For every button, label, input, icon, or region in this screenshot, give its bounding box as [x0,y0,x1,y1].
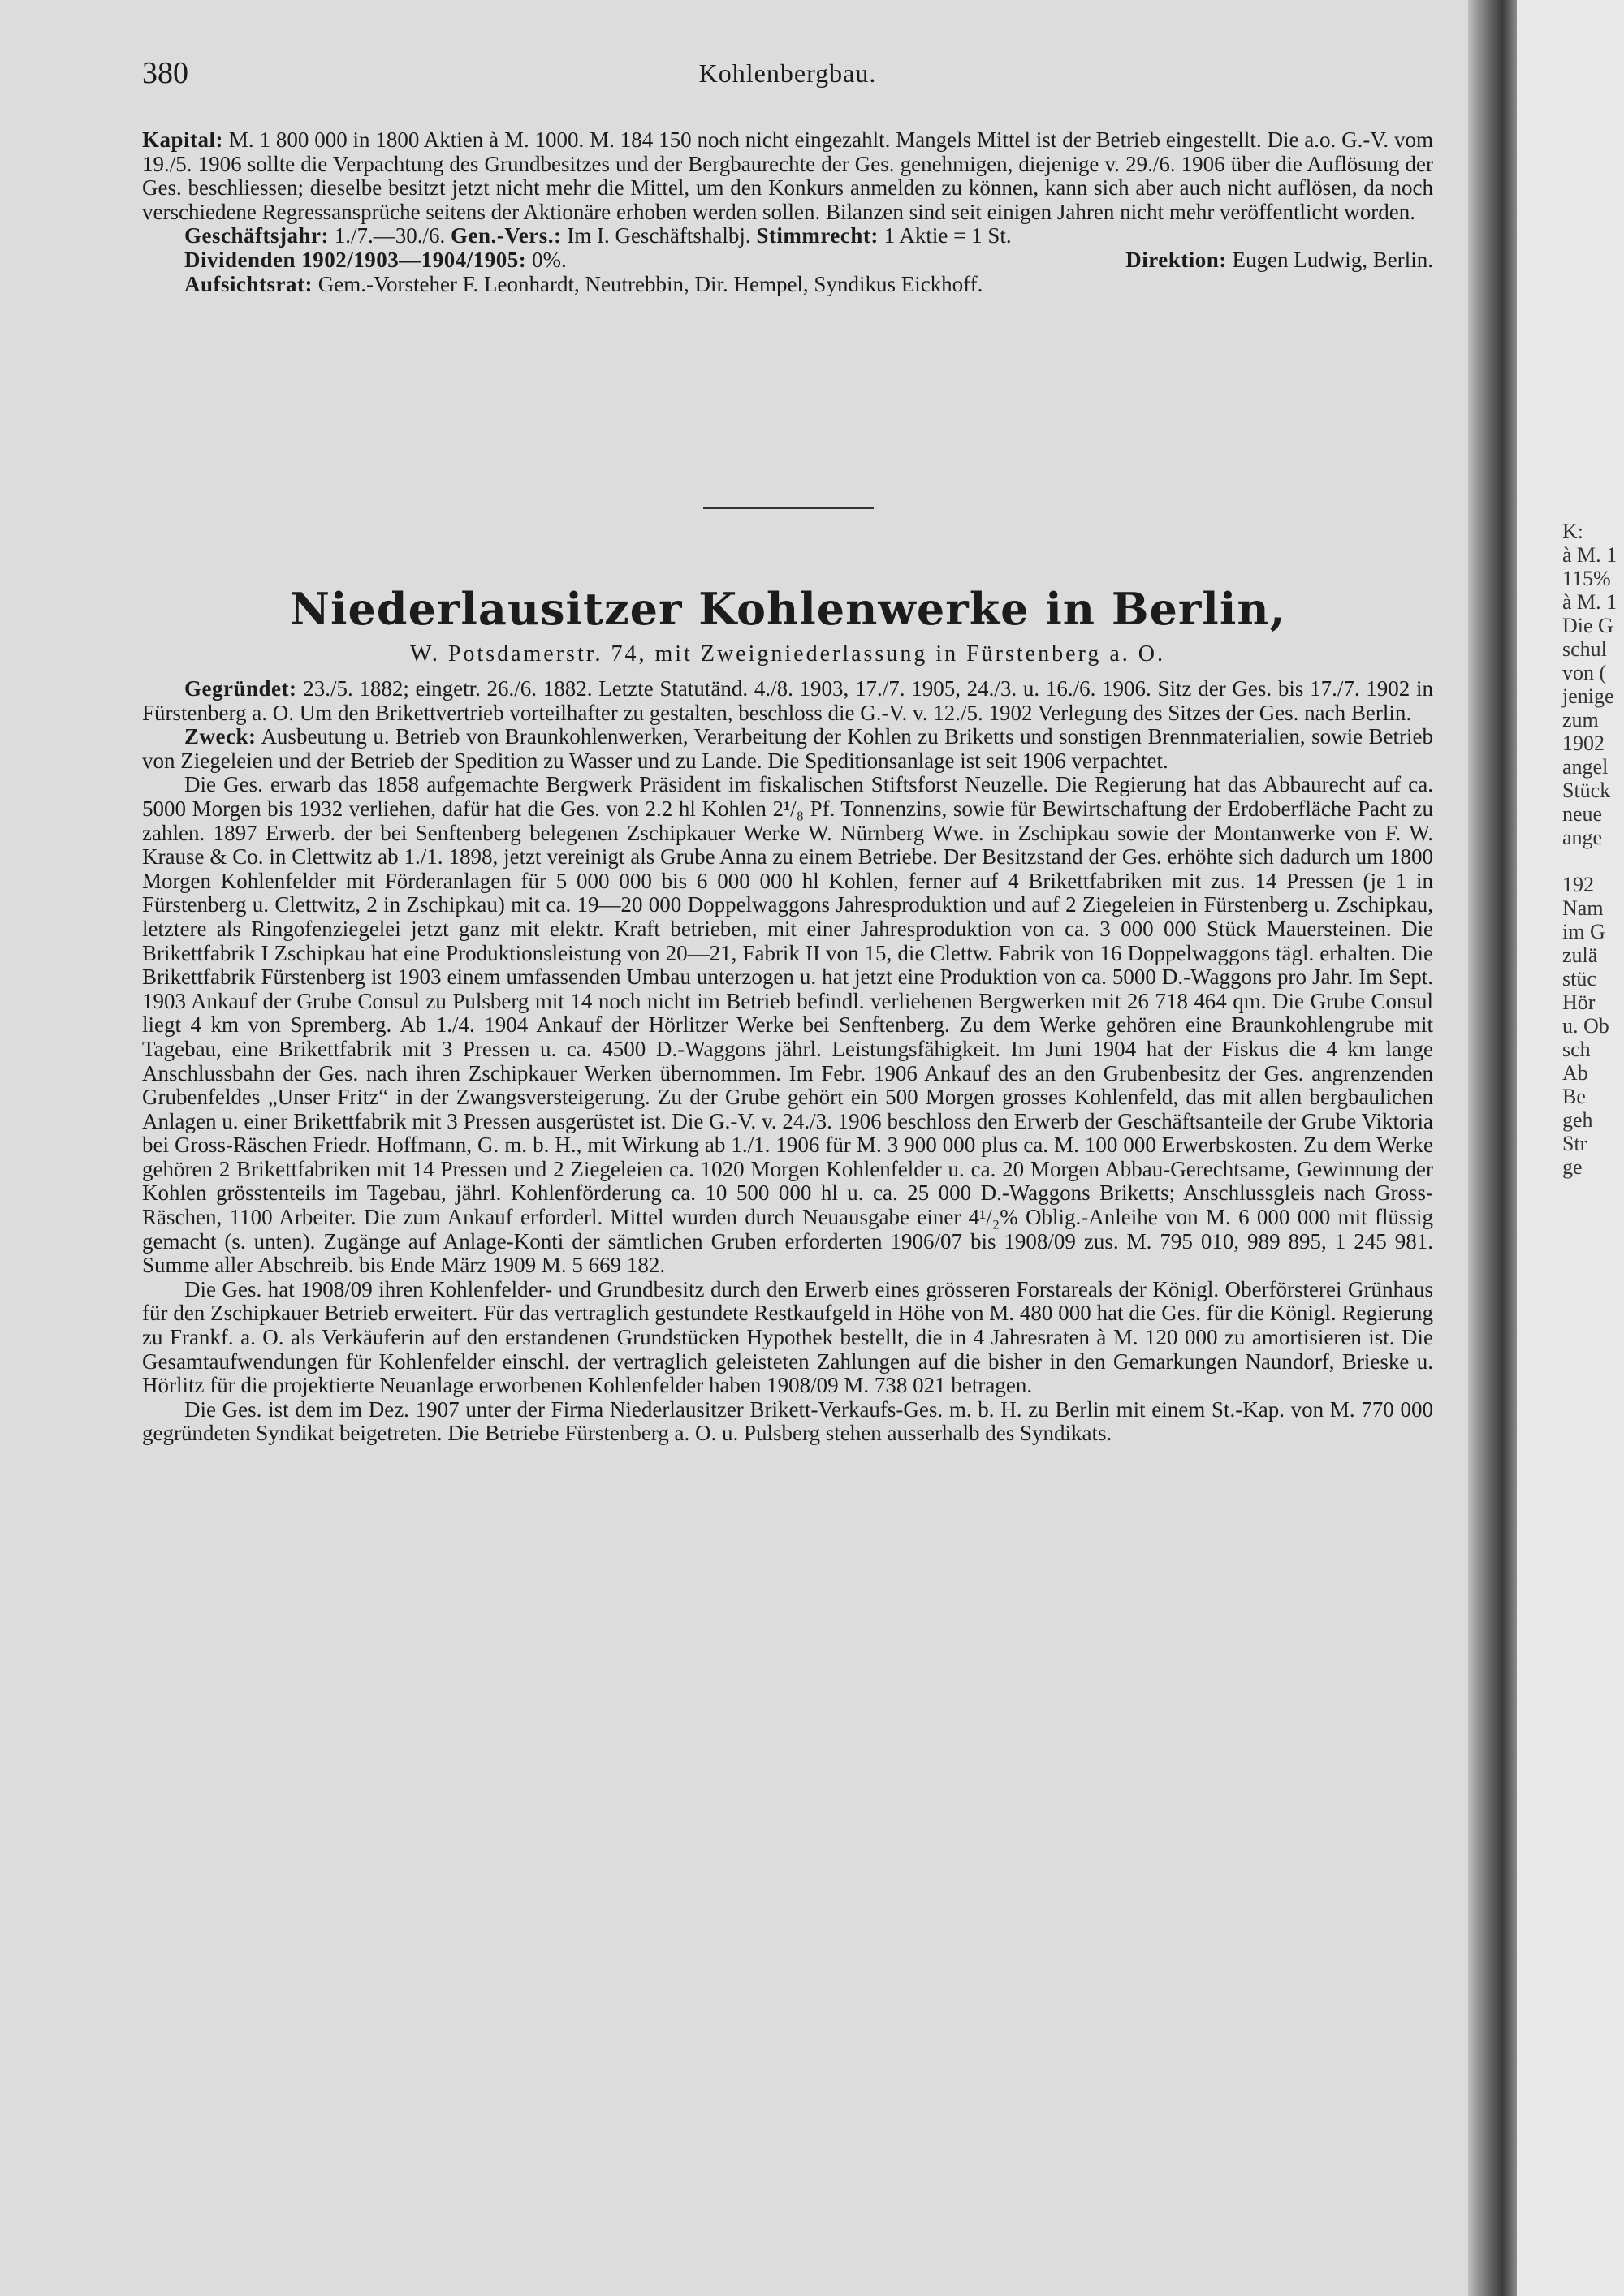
section-divider [703,507,874,509]
gv-label: Gen.-Vers.: [450,223,562,248]
stimmrecht-text: 1 Aktie = 1 St. [883,223,1012,248]
dividenden-line [142,248,1433,273]
history-paragraph: Die Ges. erwarb das 1858 aufgemachte Bergwerk Präsident im fiskalischen Stiftsforst Neuzelle. Die Regierung hat das Abbaurecht auf ca. 5000 Morgen bis 1932 verliehen, dafür hat die Ges. von 2.2 hl Kohlen 2¹/₈ Pf. Tonnenzins, sowie für Bewirtschaftung der Erdoberfläche Pacht zu zahlen. 1897 Erwerb. der bei Senftenberg belegenen Zschipkauer Werke W. Nürnberg Wwe. in Zschipkau sowie der Montanwerke von F. W. Krause & Co. in Clettwitz ab 1./1. 1898, jetzt vereinigt als Grube Anna zu einem Betriebe. Der Besitzstand der Ges. erhöhte sich dadurch um 1800 Morgen Kohlenfelder mit Förderanlagen für 5 000 000 bis 6 000 000 hl Kohlen, ferner auf 4 Brikettfabriken mit zus. 14 Pressen (je 1 in Fürstenberg u. Clettwitz, 2 in Zschipkau) mit ca. 19—20 000 Doppelwaggons Jahresproduktion und auf 2 Ziegeleien in Fürstenberg u. Zschipkau, letztere als Ringofenziegelei jetzt ganz mit elektr. Kraft betrieben, mit einer Jahresproduktion von ca. 3 000 000 Stück Mauersteinen. Die Brikettfabrik I Zschipkau hat eine Produktionsleistung von 20—21, Fabrik II von 15, die Clettw. Fabrik von 16 Doppelwaggons tägl. erhalten. Die Brikettfabrik Fürstenberg ist 1903 einem umfassenden Umbau unterzogen u. hat jetzt eine Produktion von ca. 5000 D.-Waggons pro Jahr. Im Sept. 1903 Ankauf der Grube Consul zu Pulsberg mit 14 noch nicht im Betrieb befindl. verliehenen Bergwerken mit 26 718 464 qm. Die Grube Consul liegt 4 km von Spremberg. Ab 1./4. 1904 Ankauf der Hörlitzer Werke bei Senftenberg. Zu dem Werke gehören eine Braunkohlengrube mit Tagebau, eine Brikettfabrik mit 3 Pressen u. ca. 4500 D.-Waggons jährl. Leistungsfähigkeit. Im Juni 1904 hat der Fiskus die 4 km lange Anschlussbahn der Ges. nach ihren Zschipkauer Werken übernommen. Im Febr. 1906 Ankauf des an den Grubenbesitz der Ges. angrenzenden Grubenfeldes „Unser Fritz“ in der Zwangsversteigerung. Zu der Grube gehört ein 500 Morgen grosses Kohlenfeld, das mit allen bergbaulichen Anlagen u. einer Brikettfabrik mit 3 Pressen ausgerüstet ist. Die G.-V. v. 24./3. 1906 beschloss den Erwerb der Geschäftsanteile der Grube Viktoria bei Gross-Räschen Friedr. Hoffmann, G. m. b. H., mit Wirkung ab 1./1. 1906 für M. 3 900 000 plus ca. M. 100 000 Erwerbskosten. Zu dem Werke gehören 2 Brikettfabriken mit 14 Pressen und 2 Ziegeleien ca. 1020 Morgen Kohlenfelder u. ca. 20 Morgen Abbau-Gerechtsame, Gewinnung der Kohlen grösstenteils im Tagebau, jährl. Kohlenförderung ca. 10 500 000 hl u. ca. 25 000 D.-Waggons Briketts; Anschlussgleis nach Gross-Räschen, 1100 Arbeiter. Die zum Ankauf erforderl. Mittel wurden durch Neuausgabe einer 4¹/₂% Oblig.-Anleihe von M. 6 000 000 mit flüssig gemacht (s. unten). Zugänge auf Anlage-Konti der sämtlichen Gruben erforderten 1906/07 bis 1908/09 zus. M. 795 010, 989 895, 1 245 981. Summe aller Abschreib. bis Ende März 1909 M. 5 669 182. [142,772,1433,1278]
zweck-paragraph [142,725,1433,773]
direktion-label: Direktion: [1125,247,1227,272]
gj-label: Geschäftsjahr: [184,223,329,248]
aufsichtsrat-label: Aufsichtsrat: [184,271,313,296]
running-title: Kohlenbergbau. [698,58,877,88]
page-header [142,55,1433,88]
page-number: 380 [142,56,188,90]
book-gutter [1468,0,1517,2296]
gegruendet-paragraph [142,677,1433,725]
aufsichtsrat-line [142,273,1433,297]
gegruendet-label: Gegründet: [184,676,297,701]
previous-entry [142,128,1433,296]
zweck-text: Ausbeutung u. Betrieb von Braunkohlenwerken, Verarbeitung der Kohlen zu Briketts und sonstigen Brennmaterialien, sowie Betrieb von Ziegeleien und der Betrieb der Spedition zu Wasser und zu Lande. Die Speditionsanlage ist seit 1906 verpachtet. [142,724,1433,773]
adjacent-page-text: K: à M. 1 115% à M. 1 Die G schul von ( jenige zum 1902 angel Stück neue ange 192 Nam im G zulä stüc Hör u. Ob sch Ab Be geh Str ge [1562,520,1618,1179]
kapital-label: Kapital: [142,127,224,152]
kapital-paragraph [142,128,1433,224]
dividenden-label: Dividenden 1902/1903—1904/1905: [184,247,527,272]
aufsichtsrat-text: Gem.-Vorsteher F. Leonhardt, Neutrebbin, Dir. Hempel, Syndikus Eickhoff. [317,271,983,296]
forest-paragraph: Die Ges. hat 1908/09 ihren Kohlenfelder- und Grundbesitz durch den Erwerb eines grösseren Forstareals der Königl. Oberförsterei Grünhaus für den Zschipkauer Betrieb erweitert. Für das vertraglich gestundete Restkaufgeld in Höhe von M. 480 000 hat die Ges. für die Königl. Regierung zu Frankf. a. O. als Verkäuferin auf den erstandenen Grundstücken Hypothek bestellt, die in 4 Jahresraten à M. 120 000 zu amortisieren ist. Die Gesamtaufwendungen für Kohlenfelder einschl. der vertraglich geleisteten Zahlungen auf die bisher in den Gemarkungen Naundorf, Brieske u. Hörlitz für die projektierte Neuanlage erworbenen Kohlenfelder haben 1908/09 M. 738 021 betragen. [142,1276,1433,1398]
entry-title: Niederlausitzer Kohlenwerke in Berlin, [289,583,1286,635]
zweck-label: Zweck: [184,724,257,749]
gegruendet-text: 23./5. 1882; eingetr. 26./6. 1882. Letzte Statutänd. 4./8. 1903, 17./7. 1905, 24./3. u. 16./6. 1906. Sitz der Ges. bis 17./7. 1902 in Fürstenberg a. O. Um den Brikettvertrieb vorteilhafter zu gestalten, beschloss die G.-V. v. 12./5. 1902 Verlegung des Sitzes der Ges. nach Berlin. [142,676,1434,725]
adjacent-page-fragment [1517,0,1624,2296]
kapital-text: M. 1 800 000 in 1800 Aktien à M. 1000. M. 184 150 noch nicht eingezahlt. Mangels Mittel ist der Betrieb eingestellt. Die a.o. G.-V. vom 19./5. 1906 sollte die Verpachtung des Grundbesitzes und der Bergbaurechte der Ges. genehmigen, diejenige v. 29./6. 1906 über die Auflösung der Ges. beschliessen; dieselbe besitzt jetzt nicht mehr die Mittel, um den Konkurs anmelden zu können, kann sich aber auch nicht auflösen, da noch verschiedene Regressansprüche seitens der Aktionäre erhoben werden sollen. Bilanzen sind seit einigen Jahren nicht mehr veröffentlicht worden. [142,127,1434,224]
gj-text: 1./7.—30./6. [334,223,446,248]
entry-subtitle: W. Potsdamerstr. 74, mit Zweigniederlassung in Fürstenberg a. O. [409,641,1166,667]
geschaeftsjahr-line [142,224,1433,248]
dividenden-text: 0%. [532,247,567,272]
gv-text: Im I. Geschäftshalbj. [567,223,751,248]
stimmrecht-label: Stimmrecht: [756,223,879,248]
syndicate-paragraph: Die Ges. ist dem im Dez. 1907 unter der Firma Niederlausitzer Brikett-Verkaufs-Ges. m. b. H. zu Berlin mit einem St.-Kap. von M. 770 000 gegründeten Syndikat beigetreten. Die Betriebe Fürstenberg a. O. u. Pulsberg stehen ausserhalb des Syndikats. [142,1396,1433,1446]
entry-body [142,677,1433,1446]
direktion-text: Eugen Ludwig, Berlin. [1232,247,1433,272]
